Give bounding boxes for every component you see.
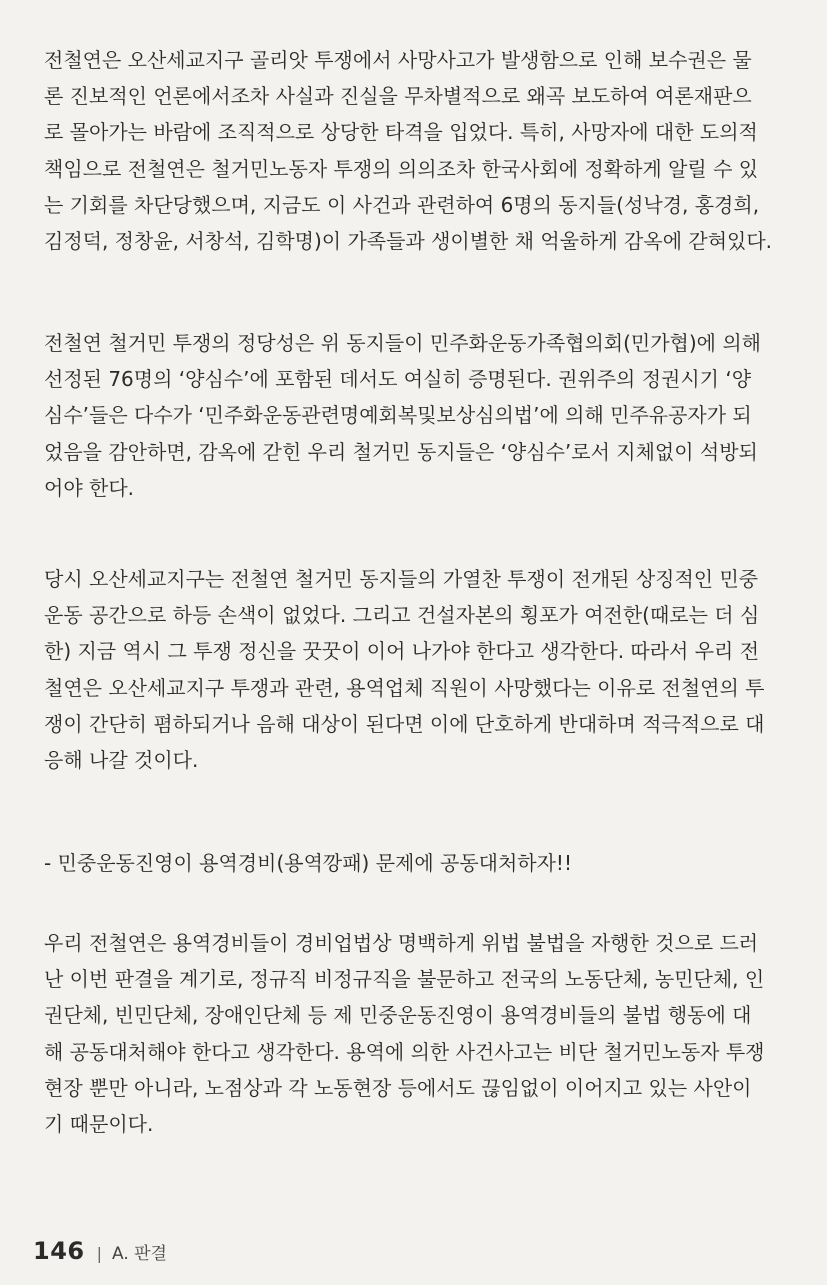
text-line: 기 때문이다. xyxy=(44,1112,154,1136)
text-line: 해 공동대처해야 한다고 생각한다. 용역에 의한 사건사고는 비단 철거민노동자 투쟁 xyxy=(44,1039,765,1064)
text-line: 난 이번 판결을 계기로, 정규직 비정규직을 불문하고 전국의 노동단체, 농민단체, 인 xyxy=(44,967,765,992)
text-line: 당시 오산세교지구는 전철연 철거민 동지들의 가열찬 투쟁이 전개된 상징적인 민중 xyxy=(44,567,759,591)
text-line: 철연은 오산세교지구 투쟁과 관련, 용역업체 직원이 사망했다는 이유로 전철연의 투 xyxy=(44,675,765,700)
text-line: 었음을 감안하면, 감옥에 갇힌 우리 철거민 동지들은 ‘양심수’로서 지체없이 석방되 xyxy=(44,439,758,464)
text-line: 쟁이 간단히 폄하되거나 음해 대상이 된다면 이에 단호하게 반대하며 적극적으로 대 xyxy=(44,711,765,736)
text-line: 책임으로 전철연은 철거민노동자 투쟁의 의의조차 한국사회에 정확하게 알릴 수 있 xyxy=(44,156,759,181)
text-line: 는 기회를 차단당했으며, 지금도 이 사건과 관련하여 6명의 동지들(성낙경, 홍경희, xyxy=(44,192,760,217)
text-line: 로 몰아가는 바람에 조직적으로 상당한 타격을 입었다. 특히, 사망자에 대한 도의적 xyxy=(44,120,758,145)
text-line: 운동 공간으로 하등 손색이 없었다. 그리고 건설자본의 횡포가 여전한(때로는 더 심 xyxy=(44,603,760,628)
text-line: 한) 지금 역시 그 투쟁 정신을 꿋꿋이 이어 나가야 한다고 생각한다. 따라서 우리 전 xyxy=(44,639,760,664)
text-line: 현장 뿐만 아니라, 노점상과 각 노동현장 등에서도 끊임없이 이어지고 있는 사안이 xyxy=(44,1075,752,1100)
text-line: 권단체, 빈민단체, 장애인단체 등 제 민중운동진영이 용역경비들의 불법 행동에 대 xyxy=(44,1003,752,1028)
page-footer xyxy=(33,1237,167,1269)
text-line: 응해 나갈 것이다. xyxy=(44,748,199,772)
text-line: 어야 한다. xyxy=(44,475,134,500)
footer-separator: | xyxy=(96,1244,102,1263)
text-line: 김정덕, 정창윤, 서창석, 김학명)이 가족들과 생이별한 채 억울하게 감옥에 갇혀있다. xyxy=(44,229,773,253)
text-line: 심수’들은 다수가 ‘민주화운동관련명예회복및보상심의법’에 의해 민주유공자가 되 xyxy=(44,403,752,428)
text-line: 우리 전철연은 용역경비들이 경비업법상 명백하게 위법 불법을 자행한 것으로 드러 xyxy=(44,931,759,955)
text-line: 론 진보적인 언론에서조차 사실과 진실을 무차별적으로 왜곡 보도하여 여론재판으 xyxy=(44,84,752,109)
text-line: - 민중운동진영이 용역경비(용역깡패) 문제에 공동대처하자!! xyxy=(44,851,572,875)
page-number: 146 xyxy=(33,1237,85,1265)
text-line: 전철연 철거민 투쟁의 정당성은 위 동지들이 민주화운동가족협의회(민가협)에 의해 xyxy=(44,331,761,355)
section-title: A. 판결 xyxy=(112,1244,167,1264)
text-line: 선정된 76명의 ‘양심수’에 포함된 데서도 여실히 증명된다. 권위주의 정권시기 ‘양 xyxy=(44,367,752,392)
text-line: 전철연은 오산세교지구 골리앗 투쟁에서 사망사고가 발생함으로 인해 보수권은 물 xyxy=(44,48,752,72)
